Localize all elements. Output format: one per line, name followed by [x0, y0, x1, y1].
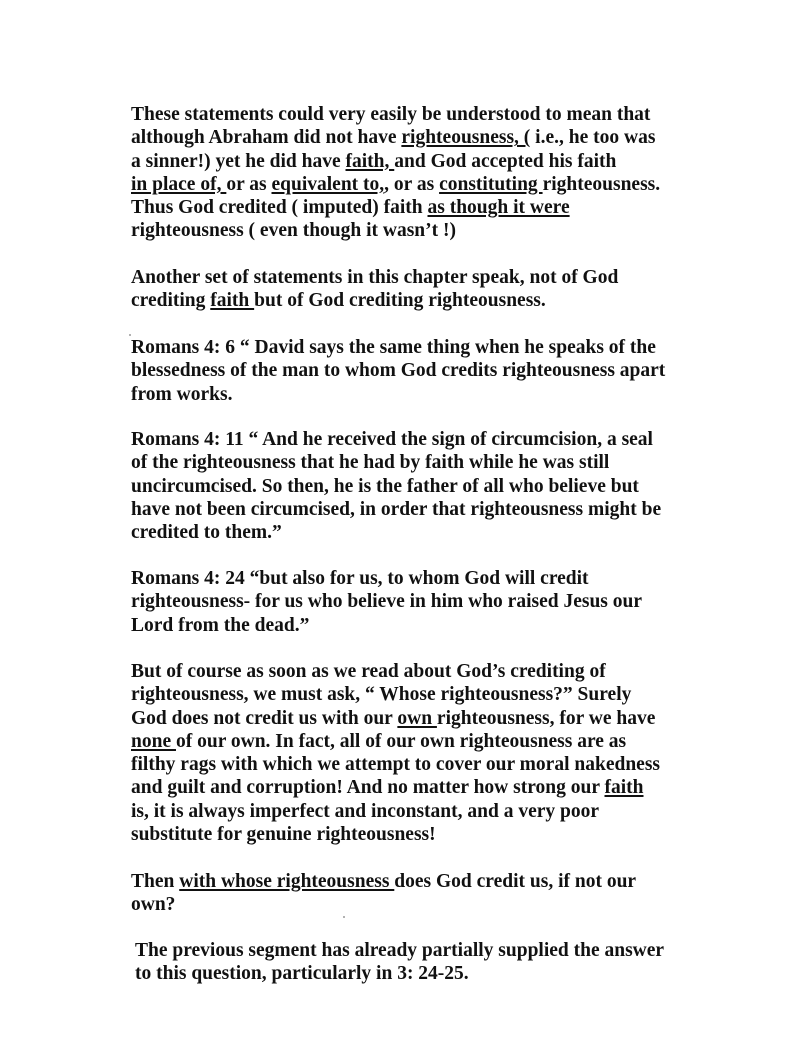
underlined-phrase: as though it were [427, 197, 570, 219]
text-line: substitute for genuine righteousness! [131, 824, 436, 846]
text-line: blessedness of the man to whom God credits righteousness apart [131, 360, 666, 382]
underlined-phrase: equivalent to, [271, 173, 385, 195]
text-line: have not been circumcised, in order that righteousness might be [131, 498, 662, 520]
text-line: Another set of statements in this chapter speak, not of God [131, 267, 619, 288]
text-line: although Abraham did not have righteousness, ( i.e., he too was [131, 127, 656, 149]
text-line: Lord from the dead.” [131, 614, 310, 636]
text-line: God does not credit us with our own righteousness, for we have [131, 707, 656, 729]
text-line: credited to them.” [131, 522, 282, 544]
text-line: a sinner!) yet he did have faith, and God accepted his faith [131, 150, 617, 172]
text-line: own? [131, 894, 176, 916]
paragraph-romans-4-11 [131, 428, 676, 544]
underlined-phrase: constituting [439, 173, 543, 195]
underlined-phrase: faith [210, 290, 255, 312]
text-line: The previous segment has already partially supplied the answer [135, 940, 665, 961]
text-line: in place of, or as equivalent to,, or as constituting righteousness. [131, 173, 661, 195]
text-line: crediting faith but of God crediting righteousness. [131, 290, 546, 312]
underlined-phrase: righteousness, ( [401, 127, 531, 149]
paragraph-crediting-righteousness [131, 266, 676, 313]
paragraph-romans-4-24 [131, 567, 676, 637]
text-line: is, it is always imperfect and inconstant, and a very poor [131, 800, 599, 822]
text-line: and guilt and corruption! And no matter how strong our faith [131, 777, 644, 799]
text-line: from works. [131, 383, 233, 405]
text-line: righteousness- for us who believe in him who raised Jesus our [131, 591, 643, 613]
paragraph-with-whose-righteousness [131, 870, 676, 917]
scan-speck [129, 334, 131, 336]
text-line: These statements could very easily be understood to mean that [131, 104, 651, 125]
text-line: Thus God credited ( imputed) faith as though it were [131, 197, 570, 219]
underlined-phrase: none [131, 730, 176, 752]
underlined-phrase: faith [604, 777, 644, 799]
text-line: righteousness ( even though it wasn’t !) [131, 220, 457, 242]
scan-speck [343, 916, 345, 918]
text-line: uncircumcised. So then, he is the father of all who believe but [131, 475, 639, 497]
text-line: Romans 4: 11 “ And he received the sign of circumcision, a seal [131, 429, 653, 450]
paragraph-previous-segment [135, 939, 680, 986]
underlined-phrase: with whose righteousness [179, 871, 395, 892]
text-line: Then with whose righteousness does God credit us, if not our [131, 871, 637, 892]
paragraph-romans-4-6 [131, 336, 676, 406]
text-line: to this question, particularly in 3: 24-25. [135, 963, 469, 985]
paragraph-abraham-faith [131, 103, 676, 243]
text-line: filthy rags with which we attempt to cover our moral nakedness [131, 754, 660, 776]
paragraph-whose-righteousness [131, 660, 676, 846]
underlined-phrase: in place of, [131, 173, 227, 195]
text-line: Romans 4: 6 “ David says the same thing when he speaks of the [131, 337, 656, 358]
text-line: righteousness, we must ask, “ Whose righteousness?” Surely [131, 684, 632, 706]
text-line: Romans 4: 24 “but also for us, to whom God will credit [131, 568, 589, 589]
text-line: But of course as soon as we read about God’s crediting of [131, 661, 606, 682]
underlined-phrase: faith, [345, 150, 395, 172]
text-line: of the righteousness that he had by faith while he was still [131, 452, 610, 474]
text-line: none of our own. In fact, all of our own righteousness are as [131, 730, 627, 752]
underlined-phrase: own [397, 707, 437, 729]
